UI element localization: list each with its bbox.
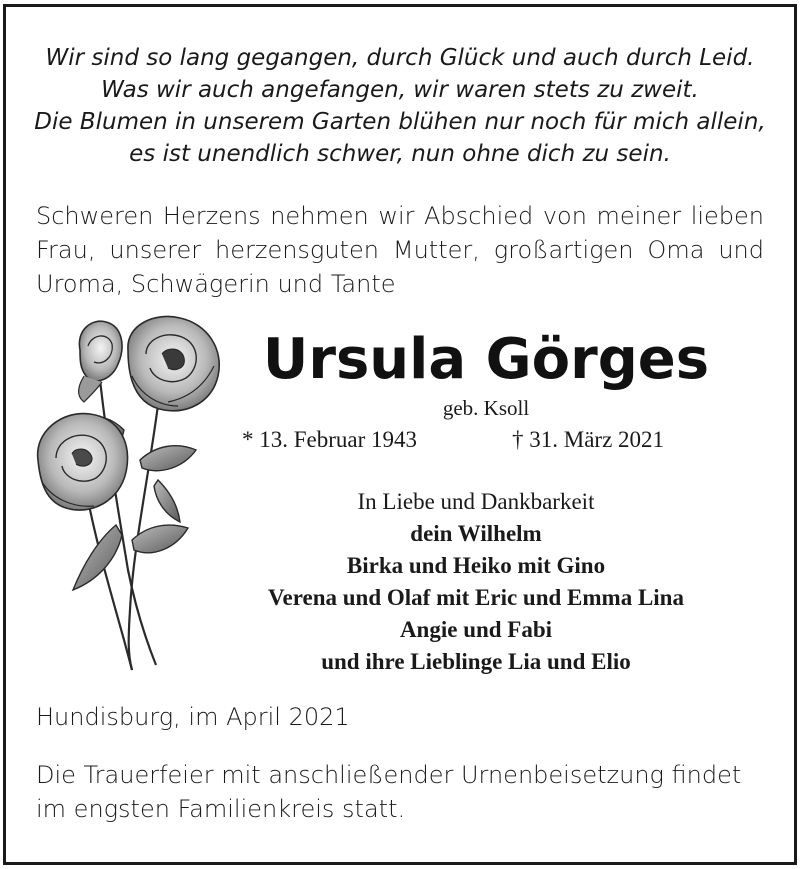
poem-line: Wir sind so lang gegangen, durch Glück und auch durch Leid. xyxy=(45,45,755,71)
mourner-line: dein Wilhelm xyxy=(410,521,542,546)
mourner-line: Verena und Olaf mit Eric und Emma Lina xyxy=(268,585,684,610)
poem xyxy=(0,42,800,170)
mourners xyxy=(206,486,746,678)
death-date: † 31. März 2021 xyxy=(512,427,665,452)
deceased-name: Ursula Görges xyxy=(262,327,710,392)
service-notice: Die Trauerfeier mit anschließender Urnenbeisetzung findet im engsten Familienkreis statt. xyxy=(36,761,742,823)
farewell-line: Frau, unserer herzensguten Mutter, großartigen Oma und xyxy=(36,236,764,264)
birth-date: * 13. Februar 1943 xyxy=(242,427,418,452)
farewell-text xyxy=(36,199,764,301)
rose-medium xyxy=(38,414,128,511)
poem-line: Was wir auch angefangen, wir waren stets zu zweit. xyxy=(101,77,699,103)
place-date: Hundisburg, im April 2021 xyxy=(36,703,350,731)
farewell-line: Uroma, Schwägerin und Tante xyxy=(36,270,396,298)
mourner-line: Birka und Heiko mit Gino xyxy=(346,553,606,578)
poem-line: es ist unendlich schwer, nun ohne dich zu sein. xyxy=(129,141,671,167)
mourner-line: und ihre Lieblinge Lia und Elio xyxy=(321,649,631,674)
mourner-line: Angie und Fabi xyxy=(399,617,553,642)
poem-line: Die Blumen in unserem Garten blühen nur noch für mich allein, xyxy=(34,109,766,135)
roses-illustration xyxy=(28,310,228,680)
birth-name: geb. Ksoll xyxy=(442,396,530,420)
rose-large xyxy=(128,316,219,410)
mourners-intro: In Liebe und Dankbarkeit xyxy=(357,489,595,514)
farewell-line: Schweren Herzens nehmen wir Abschied von meiner lieben xyxy=(36,202,764,230)
